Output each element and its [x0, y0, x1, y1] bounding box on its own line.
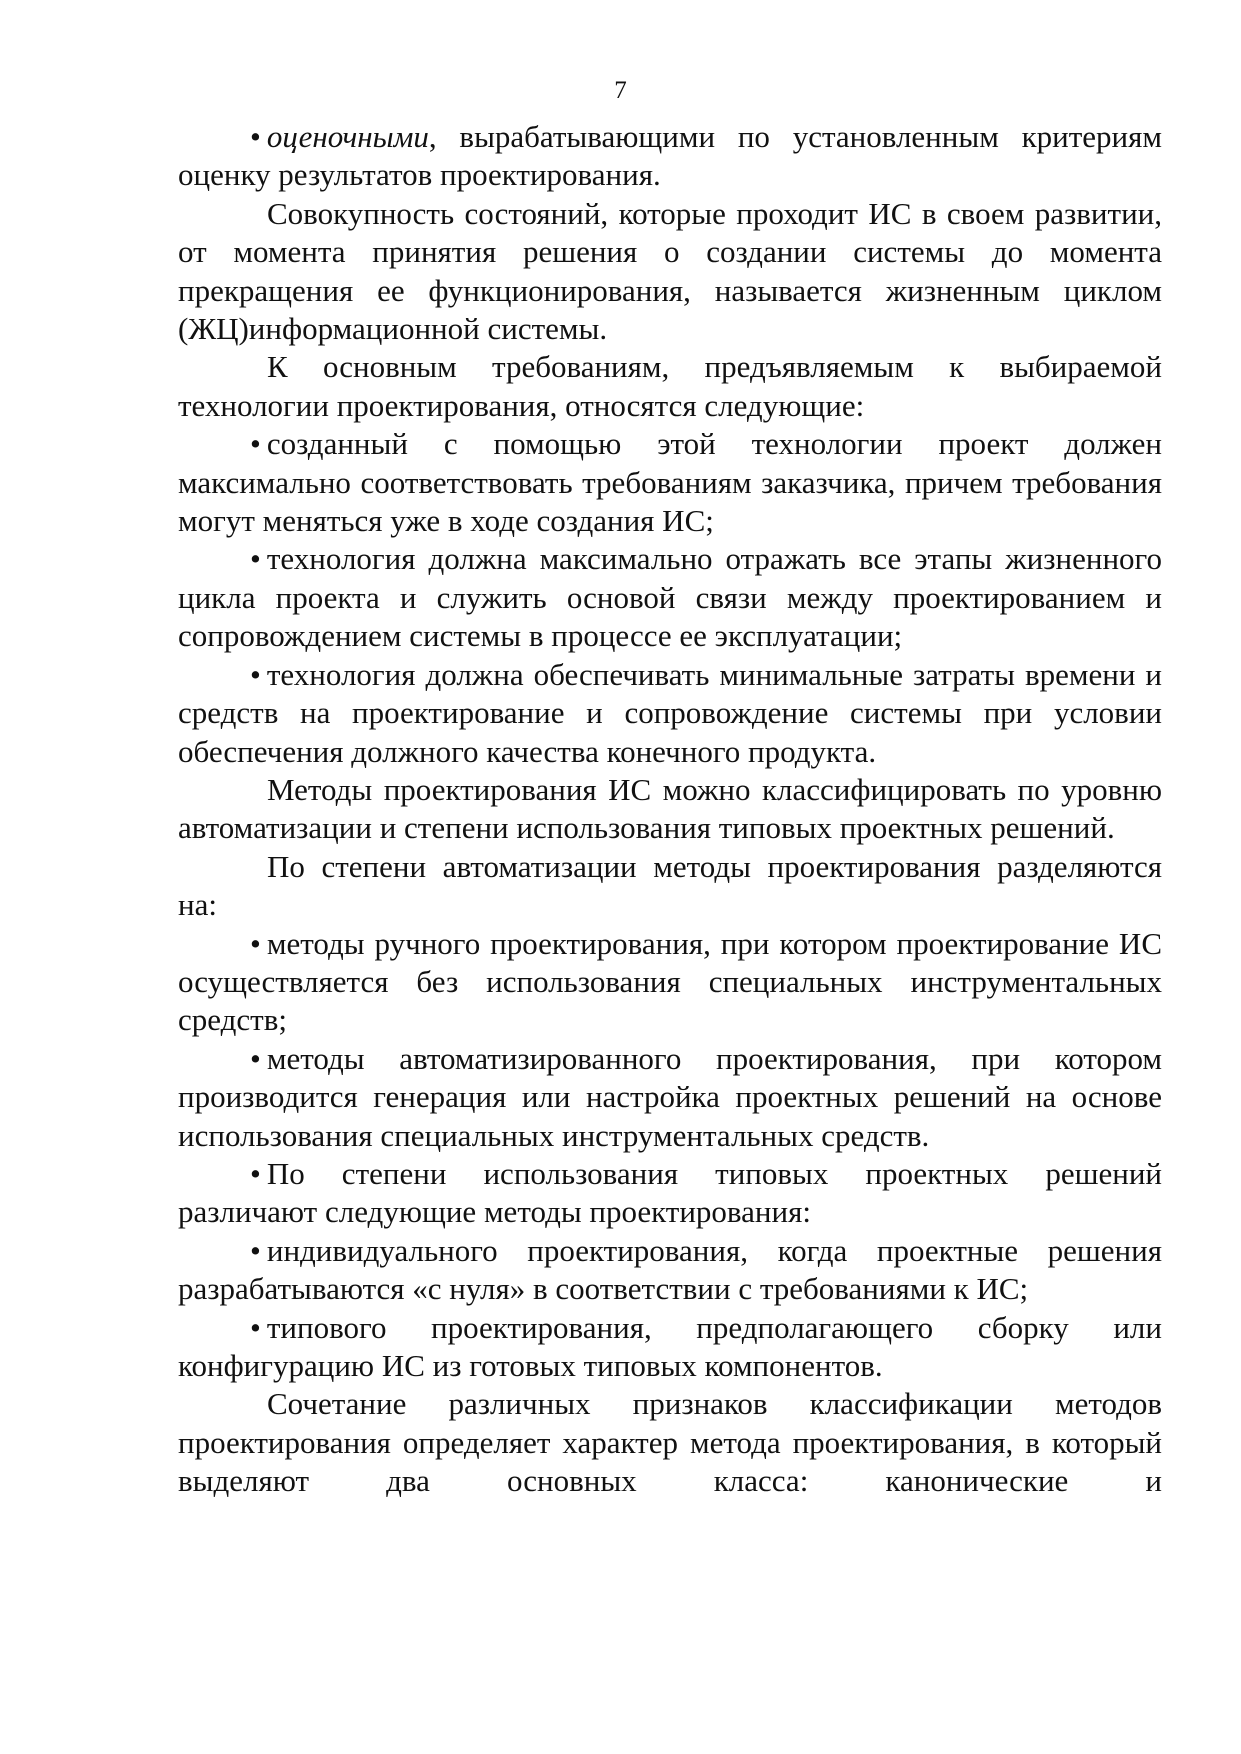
bullet-icon: • — [250, 1309, 261, 1345]
list-item-text: типового проектирования, предполагающего сборку или конфигурацию ИС из готовых типовых компонентов. — [178, 1309, 1162, 1383]
list-item-automated-design — [178, 1040, 1162, 1155]
list-item-text: , вырабатывающими по установленным критериям оценку результатов проектирования. — [178, 119, 1162, 193]
list-item-text: технология должна обеспечивать минимальные затраты времени и средств на проектирование и сопровождение системы при условии обеспечения должного качества конечного продукта. — [178, 656, 1162, 769]
list-item-text: методы автоматизированного проектирования, при котором производится генерация или настройка проектных решений на основе использования специальных инструментальных средств. — [178, 1040, 1162, 1153]
emphasized-term: оценочными — [266, 119, 429, 154]
bullet-icon: • — [250, 925, 261, 961]
list-item-text: По степени использования типовых проектных решений различают следующие методы проектирования: — [178, 1155, 1162, 1230]
page-number: 7 — [614, 77, 627, 104]
bullet-icon: • — [250, 541, 261, 577]
list-item-customer-requirements — [178, 425, 1162, 540]
list-item-minimal-costs — [178, 656, 1162, 771]
list-item-assessment — [178, 118, 1162, 195]
list-item-text: технология должна максимально отражать все этапы жизненного цикла проекта и служить основой связи между проектированием и сопровождением системы в процессе ее эксплуатации; — [178, 541, 1162, 654]
list-item-typical-solutions — [178, 1155, 1162, 1232]
paragraph-lifecycle: Совокупность состояний, которые проходит ИС в своем развитии, от момента принятия решения о создании системы до момента прекращения ее функционирования, называется жизненным циклом (ЖЦ)информационной системы. — [178, 195, 1162, 347]
bullet-icon: • — [250, 119, 261, 154]
bullet-icon: • — [250, 1232, 261, 1268]
list-item-text: методы ручного проектирования, при котором проектирование ИС осуществляется без использования специальных инструментальных средств; — [178, 925, 1162, 1038]
paragraph-requirements: К основным требованиям, предъявляемым к выбираемой технологии проектирования, относятся следующие: — [178, 349, 1162, 423]
list-item-lifecycle-stages — [178, 540, 1162, 655]
list-item-text: индивидуального проектирования, когда проектные решения разрабатываются «с нуля» в соответствии с требованиями к ИС; — [178, 1232, 1162, 1307]
paragraph-methods-classification: Методы проектирования ИС можно классифицировать по уровню автоматизации и степени использования типовых проектных решений. — [178, 771, 1162, 846]
list-item-text: созданный с помощью этой технологии проект должен максимально соответствовать требованиям заказчика, причем требования могут меняться уже в ходе создания ИС; — [178, 426, 1162, 539]
paragraph-combination: Сочетание различных признаков классификации методов проектирования определяет характер метода проектирования, в который выделяют два основных класса: канонические и — [178, 1386, 1162, 1499]
page-body — [178, 118, 1162, 1501]
paragraph-automation-degree: По степени автоматизации методы проектирования разделяются на: — [178, 848, 1162, 923]
bullet-icon: • — [250, 1040, 261, 1076]
list-item-individual-design — [178, 1232, 1162, 1309]
bullet-icon: • — [250, 656, 261, 692]
bullet-icon: • — [250, 426, 261, 462]
list-item-manual-design — [178, 925, 1162, 1040]
list-item-typical-design — [178, 1309, 1162, 1386]
bullet-icon: • — [250, 1155, 261, 1191]
